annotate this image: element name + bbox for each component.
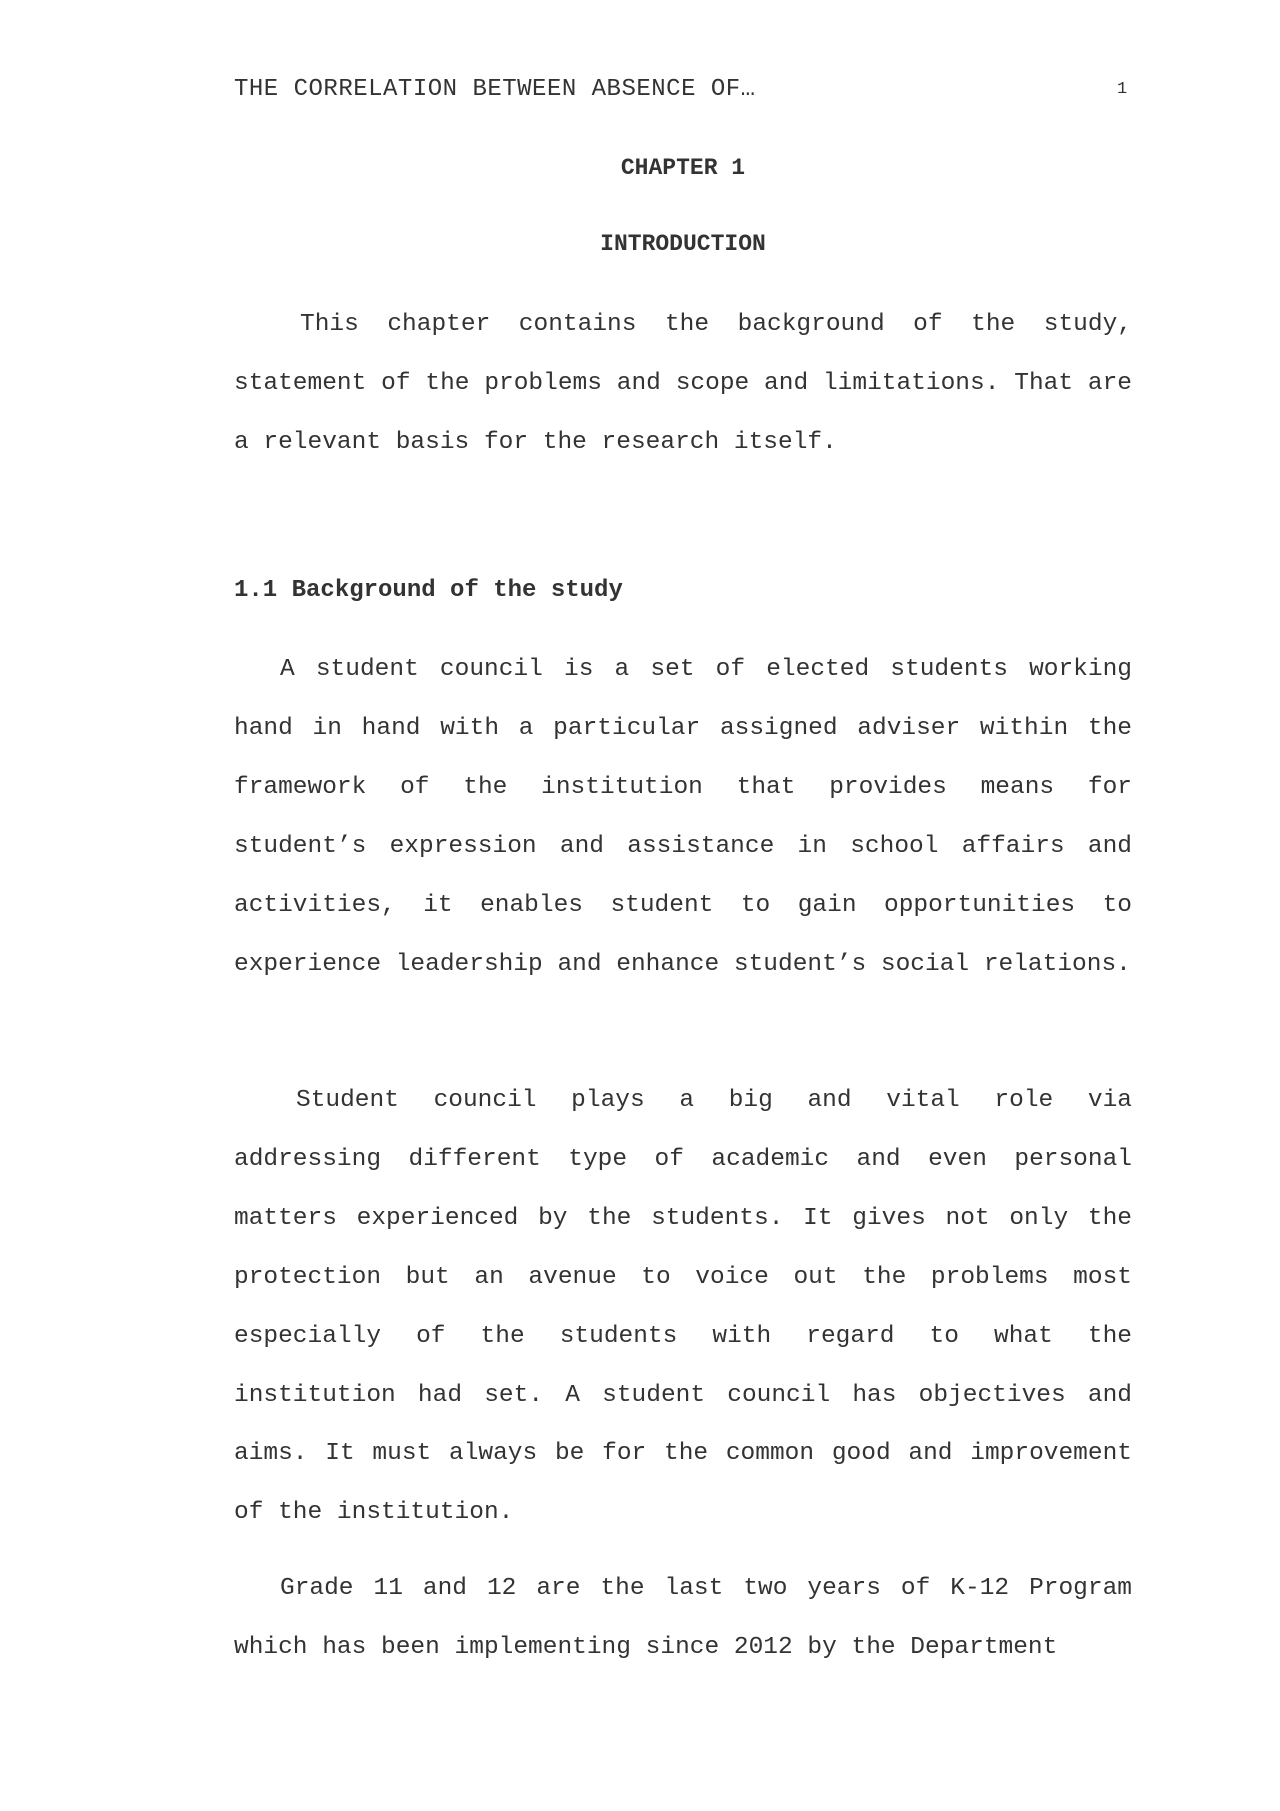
section-heading: 1.1 Background of the study	[234, 577, 623, 604]
chapter-title: INTRODUCTION	[600, 231, 766, 257]
running-head: THE CORRELATION BETWEEN ABSENCE OF…	[234, 76, 756, 103]
intro-paragraph: This chapter contains the background of the study, statement of the problems and scope and limitations. That are a relevant basis for the research itself.	[234, 311, 1132, 456]
page-number: 1	[1117, 80, 1128, 99]
chapter-label: CHAPTER 1	[620, 155, 746, 181]
body-paragraph: Student council plays a big and vital role via addressing different type of academic and even personal matters experienced by the students. It gives not only the protection but an avenue to voice out the problems most especially of the students with regard to what the institution had set. A student council has objectives and aims. It must always be for the common good and improvement of the institution.	[234, 1087, 1132, 1527]
body-paragraph: A student council is a set of elected students working hand in hand with a particular assigned adviser within the framework of the institution that provides means for student’s expression and assistance in school affairs and activities, it enables student to gain opportunities to experience leadership and enhance student’s social relations.	[234, 656, 1132, 978]
body-paragraph: Grade 11 and 12 are the last two years of K-12 Program which has been implementing since 2012 by the Department	[234, 1575, 1132, 1661]
